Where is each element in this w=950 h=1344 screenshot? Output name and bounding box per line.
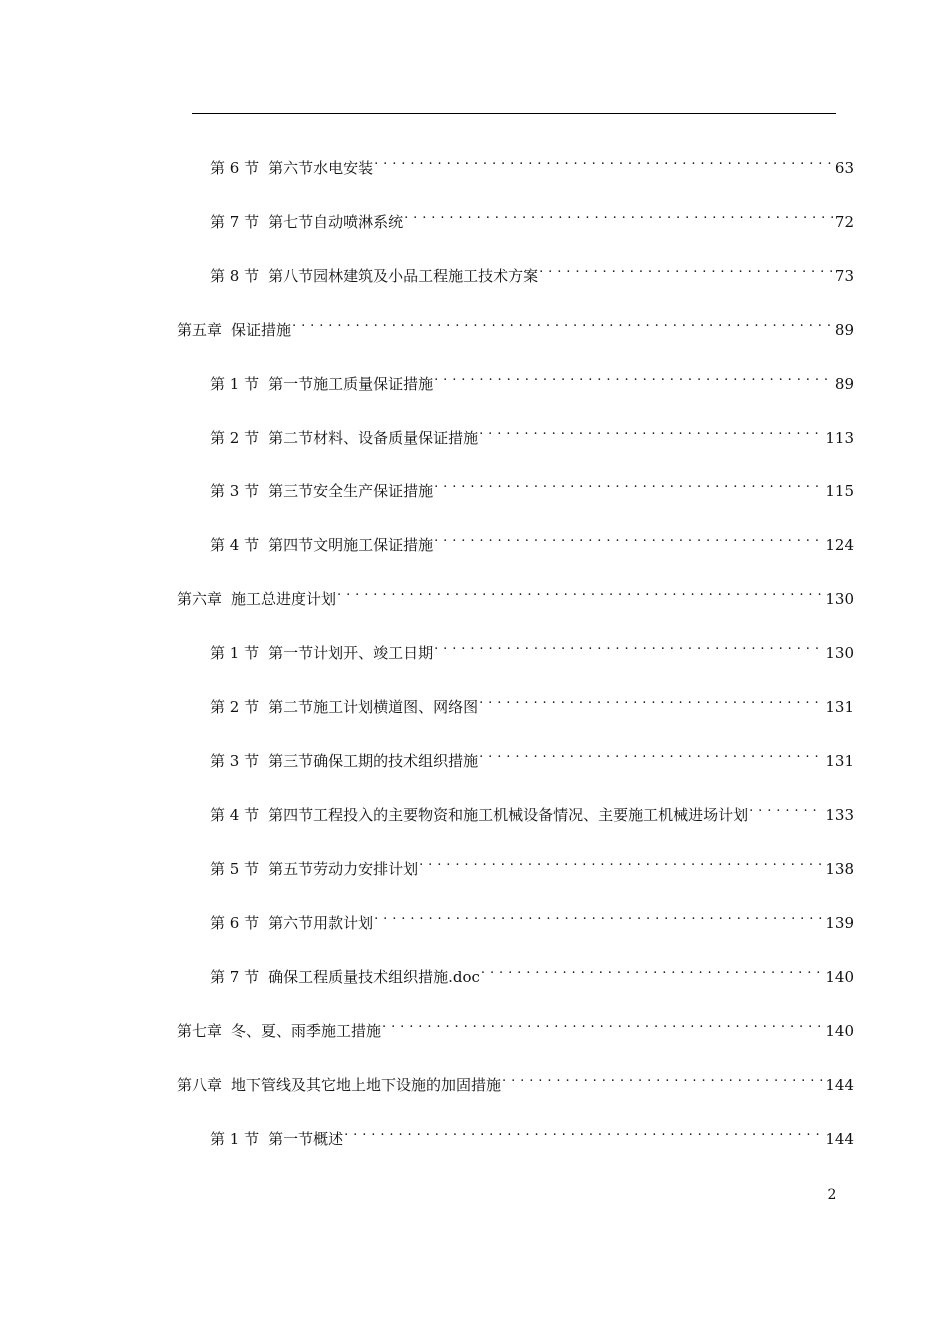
toc-entry-title: 第六节水电安装 (268, 159, 374, 177)
toc-entry-number: 第 1 节 (210, 1130, 260, 1148)
toc-entry-number: 第 8 节 (210, 267, 260, 285)
toc-entry[interactable] (210, 688, 854, 716)
toc-leader-dots (404, 203, 833, 227)
toc-entry-title: 第四节工程投入的主要物资和施工机械设备情况、主要施工机械进场计划 (268, 806, 749, 824)
toc-entry-page: 133 (825, 806, 854, 824)
toc-entry-title: 地下管线及其它地上地下设施的加固措施 (231, 1076, 502, 1094)
toc-entry-number: 第 7 节 (210, 213, 260, 231)
toc-entry-page: 115 (825, 482, 854, 500)
toc-entry-number: 第 2 节 (210, 698, 260, 716)
toc-leader-dots (539, 257, 833, 281)
toc-entry-title: 第一节施工质量保证措施 (268, 375, 434, 393)
toc-leader-dots (749, 796, 823, 820)
toc-entry[interactable] (210, 1120, 854, 1148)
toc-entry-page: 72 (834, 213, 854, 231)
toc-entry[interactable] (210, 634, 854, 662)
toc-leader-dots (382, 1012, 823, 1036)
toc-entry-title: 确保工程质量技术组织措施.doc (268, 968, 480, 986)
toc-entry[interactable] (210, 203, 854, 231)
toc-entry-page: 63 (834, 159, 854, 177)
toc-leader-dots (481, 958, 823, 982)
toc-entry-title: 保证措施 (231, 321, 292, 339)
toc-entry[interactable] (210, 149, 854, 177)
toc-entry-number: 第 1 节 (210, 375, 260, 393)
toc-entry-page: 130 (825, 590, 854, 608)
toc-entry-title: 第一节概述 (268, 1130, 344, 1148)
toc-entry-page: 131 (825, 752, 854, 770)
toc-leader-dots (292, 311, 833, 335)
toc-leader-dots (502, 1066, 823, 1090)
toc-entry-title: 第三节安全生产保证措施 (268, 482, 434, 500)
toc-entry[interactable] (210, 257, 854, 285)
toc-entry-title: 第四节文明施工保证措施 (268, 536, 434, 554)
toc-leader-dots (479, 742, 823, 766)
toc-entry-number: 第 5 节 (210, 860, 260, 878)
toc-leader-dots (374, 149, 833, 173)
toc-entry-title: 施工总进度计划 (231, 590, 337, 608)
toc-chapter-entry[interactable] (177, 311, 854, 339)
toc-entry-number: 第 3 节 (210, 752, 260, 770)
toc-leader-dots (434, 365, 833, 389)
toc-entry-page: 124 (825, 536, 854, 554)
toc-entry-title: 第七节自动喷淋系统 (268, 213, 404, 231)
toc-entry[interactable] (210, 850, 854, 878)
toc-entry-page: 140 (825, 968, 854, 986)
toc-entry-page: 139 (825, 914, 854, 932)
toc-leader-dots (344, 1120, 823, 1144)
toc-leader-dots (434, 472, 823, 496)
toc-entry-page: 140 (825, 1022, 854, 1040)
toc-entry[interactable] (210, 526, 854, 554)
toc-entry-page: 138 (825, 860, 854, 878)
toc-entry-number: 第 6 节 (210, 914, 260, 932)
toc-entry-number: 第八章 (177, 1076, 223, 1094)
toc-entry-number: 第 4 节 (210, 536, 260, 554)
toc-entry-number: 第六章 (177, 590, 223, 608)
toc-chapter-entry[interactable] (177, 580, 854, 608)
toc-chapter-entry[interactable] (177, 1066, 854, 1094)
toc-entry[interactable] (210, 796, 854, 824)
toc-entry-page: 131 (825, 698, 854, 716)
toc-entry-number: 第 1 节 (210, 644, 260, 662)
toc-entry-number: 第 7 节 (210, 968, 260, 986)
toc-entry-page: 89 (834, 321, 854, 339)
toc-leader-dots (479, 419, 823, 443)
toc-entry-number: 第 4 节 (210, 806, 260, 824)
toc-entry-number: 第七章 (177, 1022, 223, 1040)
toc-entry-number: 第 3 节 (210, 482, 260, 500)
toc-entry-number: 第五章 (177, 321, 223, 339)
toc-entry-page: 144 (825, 1130, 854, 1148)
toc-entry[interactable] (210, 742, 854, 770)
toc-entry-title: 第二节施工计划横道图、网络图 (268, 698, 479, 716)
toc-entry-number: 第 6 节 (210, 159, 260, 177)
toc-entry-page: 89 (834, 375, 854, 393)
toc-leader-dots (374, 904, 823, 928)
toc-entry-number: 第 2 节 (210, 429, 260, 447)
toc-chapter-entry[interactable] (177, 1012, 854, 1040)
toc-entry-title: 第八节园林建筑及小品工程施工技术方案 (268, 267, 539, 285)
toc-entry-title: 第五节劳动力安排计划 (268, 860, 419, 878)
header-rule (192, 113, 836, 114)
toc-entry-title: 第一节计划开、竣工日期 (268, 644, 434, 662)
toc-leader-dots (479, 688, 823, 712)
toc-entry-page: 113 (825, 429, 854, 447)
toc-entry-title: 第二节材料、设备质量保证措施 (268, 429, 479, 447)
page-number: 2 (827, 1187, 837, 1203)
toc-entry-title: 冬、夏、雨季施工措施 (231, 1022, 382, 1040)
toc-entry-page: 130 (825, 644, 854, 662)
toc-entry-page: 144 (825, 1076, 854, 1094)
toc-entry[interactable] (210, 365, 854, 393)
toc-entry-title: 第三节确保工期的技术组织措施 (268, 752, 479, 770)
toc-leader-dots (434, 634, 823, 658)
toc-leader-dots (434, 526, 823, 550)
toc-entry[interactable] (210, 419, 854, 447)
toc-entry-page: 73 (834, 267, 854, 285)
toc-entry-title: 第六节用款计划 (268, 914, 374, 932)
toc-entry[interactable] (210, 904, 854, 932)
toc-leader-dots (419, 850, 823, 874)
toc-entry[interactable] (210, 958, 854, 986)
toc-leader-dots (337, 580, 823, 604)
toc-entry[interactable] (210, 472, 854, 500)
